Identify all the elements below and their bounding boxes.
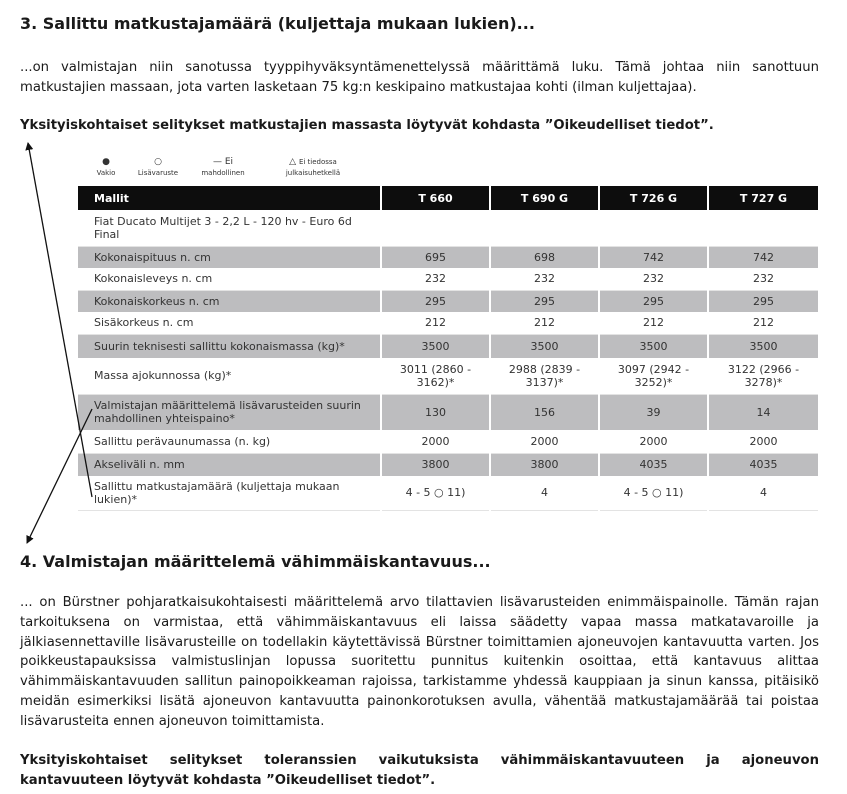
legend-label-2: julkaisuhetkellä [285, 169, 341, 177]
cell-value: 232 [599, 268, 708, 290]
table-row [78, 453, 818, 476]
section-4-heading: 4. Valmistajan määrittelemä vähimmäiskantavuus... [20, 552, 491, 571]
cell-value: 3500 [490, 334, 599, 358]
cell-value: 4 - 5 ○ 11) [599, 476, 708, 510]
legend-item-not-possible [196, 156, 250, 178]
section-4-note: Yksityiskohtaiset selitykset toleranssien vaikutuksista vähimmäiskantavuuteen ja ajoneuvon kantavuuteen löytyvät kohdasta ”Oikeudelliset tiedot”. [20, 753, 819, 788]
section-3-paragraph: ...on valmistajan niin sanotussa tyyppihyväksyntämenettelyssä määrittämä luku. Tämä johtaa niin sanottuun matkustajien massaan, jota varten lasketaan 75 kg:n keskipaino matkustajaa kohti (ilman kuljettajaa). [20, 60, 819, 95]
cell-value: 4 [490, 476, 599, 510]
cell-value: 3500 [381, 334, 490, 358]
cell-value: 4035 [599, 453, 708, 476]
cell-value: 3097 (2942 - 3252)* [599, 358, 708, 394]
cell-value: 2000 [599, 430, 708, 453]
cell-value: 295 [381, 290, 490, 312]
header-model-t727g: T 727 G [708, 186, 818, 210]
legend-item-unknown [276, 156, 350, 178]
section-3-note: Yksityiskohtaiset selitykset matkustajien massasta löytyvät kohdasta ”Oikeudelliset tiedot”. [20, 118, 714, 133]
cell-value: 2000 [490, 430, 599, 453]
table-legend [90, 156, 390, 186]
cell-value: 2988 (2839 - 3137)* [490, 358, 599, 394]
header-model-t726g: T 726 G [599, 186, 708, 210]
cell-value: 212 [708, 312, 818, 334]
header-model-t660: T 660 [381, 186, 490, 210]
legend-label-2: mahdollinen [201, 169, 245, 177]
table-row [78, 430, 818, 453]
legend-label: Lisävaruste [137, 169, 179, 177]
legend-item-optional [136, 156, 180, 178]
row-label: Massa ajokunnossa (kg)* [78, 358, 381, 394]
row-label: Kokonaiskorkeus n. cm [78, 290, 381, 312]
row-label: Suurin teknisesti sallittu kokonaismassa (kg)* [78, 334, 381, 358]
table-row [78, 290, 818, 312]
cell-value: 232 [381, 268, 490, 290]
table-header-row [78, 186, 818, 210]
cell-value: 2000 [381, 430, 490, 453]
table-row [78, 246, 818, 268]
cell-value: 14 [708, 394, 818, 430]
row-label: Kokonaispituus n. cm [78, 246, 381, 268]
cell-value: 232 [490, 268, 599, 290]
hollow-circle-icon: ○ [154, 157, 162, 167]
cell-value: 742 [599, 246, 708, 268]
cell-value [708, 210, 818, 246]
specification-table [78, 186, 818, 511]
cell-value: 3800 [490, 453, 599, 476]
cell-value: 232 [708, 268, 818, 290]
legend-label: Ei tiedossa [298, 158, 337, 166]
cell-value: 3500 [708, 334, 818, 358]
filled-dot-icon: ● [102, 157, 110, 167]
cell-value: 295 [490, 290, 599, 312]
cell-value: 212 [599, 312, 708, 334]
cell-value: 295 [708, 290, 818, 312]
header-model-t690g: T 690 G [490, 186, 599, 210]
cell-value: 295 [599, 290, 708, 312]
table-row [78, 476, 818, 510]
table-row [78, 334, 818, 358]
row-label: Kokonaisleveys n. cm [78, 268, 381, 290]
header-models: Mallit [78, 186, 381, 210]
cell-value: 130 [381, 394, 490, 430]
cell-value: 212 [490, 312, 599, 334]
row-label: Valmistajan määrittelemä lisävarusteiden suurin mahdollinen yhteispaino* [78, 394, 381, 430]
table-row [78, 358, 818, 394]
cell-value: 698 [490, 246, 599, 268]
table-row [78, 210, 818, 246]
row-label: Sallittu perävaunumassa (n. kg) [78, 430, 381, 453]
cell-value: 3500 [599, 334, 708, 358]
row-label: Fiat Ducato Multijet 3 - 2,2 L - 120 hv - Euro 6d Final [78, 210, 381, 246]
legend-label: Ei [224, 157, 234, 167]
cell-value [381, 210, 490, 246]
row-label: Sallittu matkustajamäärä (kuljettaja mukaan lukien)* [78, 476, 381, 510]
cell-value: 156 [490, 394, 599, 430]
table-row [78, 394, 818, 430]
legend-item-standard [90, 156, 122, 178]
legend-label: Vakio [96, 169, 116, 177]
cell-value [490, 210, 599, 246]
row-label: Sisäkorkeus n. cm [78, 312, 381, 334]
cell-value: 742 [708, 246, 818, 268]
table-row [78, 312, 818, 334]
cell-value: 4035 [708, 453, 818, 476]
cell-value: 4 [708, 476, 818, 510]
cell-value: 2000 [708, 430, 818, 453]
section-4-paragraph: ... on Bürstner pohjaratkaisukohtaisesti määrittelemä arvo tilattavien lisävarusteiden enimmäispainolle. Tämän rajan tarkoituksena on varmistaa, että vähimmäiskantavuus eli laissa säädetty vapaa massa matkatavaroille ja jälkiasennettaville lisävarusteille on todellakin käytettävissä Bürstner toimittamien ajoneuvojen kantavuutta varten. Jos poikkeustapauksissa valmistuslinjan lopussa suoritettu punnitus kuitenkin osoittaa, että kantavuus alittaa vähimmäiskantavuuden sallitun painopoikkeaman rajoissa, tarkistamme yhdessä kauppiaan ja sinun kanssa, pitäisikö meidän esimerkiksi lisätä ajoneuvon kantavuutta painonkorotuksen avulla, vähentää matkustajamäärää tai poistaa lisävarusteita ennen ajoneuvon toimittamista. [20, 595, 819, 729]
cell-value: 3011 (2860 - 3162)* [381, 358, 490, 394]
triangle-icon: △ [289, 157, 297, 167]
dash-icon: — [212, 157, 222, 167]
row-label: Akseliväli n. mm [78, 453, 381, 476]
cell-value: 3800 [381, 453, 490, 476]
cell-value: 4 - 5 ○ 11) [381, 476, 490, 510]
cell-value: 3122 (2966 - 3278)* [708, 358, 818, 394]
table-row [78, 268, 818, 290]
cell-value: 39 [599, 394, 708, 430]
cell-value [599, 210, 708, 246]
section-3-heading: 3. Sallittu matkustajamäärä (kuljettaja mukaan lukien)... [20, 14, 535, 33]
cell-value: 212 [381, 312, 490, 334]
cell-value: 695 [381, 246, 490, 268]
